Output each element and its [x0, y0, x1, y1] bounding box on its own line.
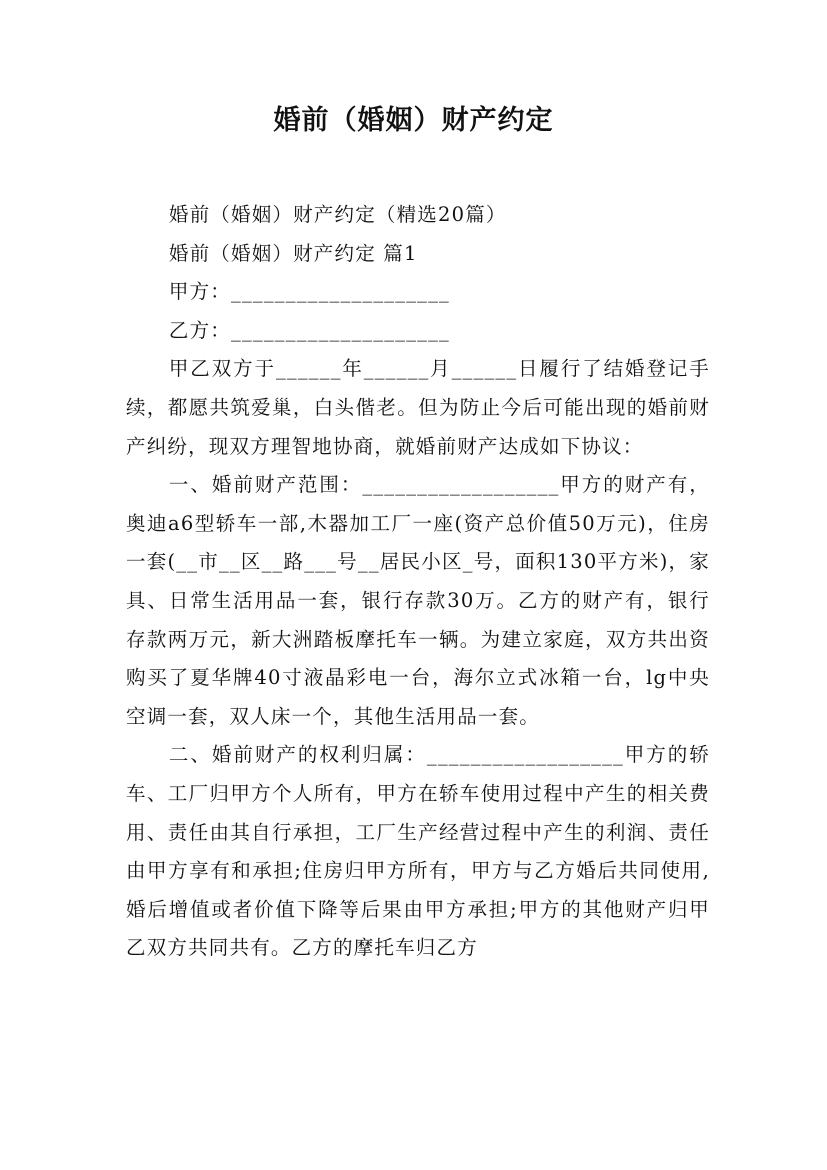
subtitle-paragraph: 婚前（婚姻）财产约定（精选20篇） [168, 203, 507, 226]
party-b-line: 乙方：____________________ [168, 318, 450, 342]
intro-paragraph: 甲乙双方于______年______月______日履行了结婚登记手续，都愿共筑爱巢，白头偕老。但为防止今后可能出现的婚前财产纠纷，现双方理智地协商，就婚前财产达成如下协议： [126, 357, 710, 458]
clause-2-paragraph: 二、婚前财产的权利归属：__________________甲方的轿车、工厂归甲方个人所有，甲方在轿车使用过程中产生的相关费用、责任由其自行承担，工厂生产经营过程中产生的利润、责任由甲方享有和承担;住房归甲方所有，甲方与乙方婚后共同使用,婚后增值或者价值下降等后果由甲方承担;甲方的其他财产归甲乙双方共同共有。乙方的摩托车归乙方 [126, 743, 710, 960]
clause-1-paragraph: 一、婚前财产范围：__________________甲方的财产有，奥迪a6型轿车一部,木器加工厂一座(资产总价值50万元)，住房一套(__市__区__路___号__居民小区_号，面积130平方米)，家具、日常生活用品一套，银行存款30万。乙方的财产有，银行存款两万元，新大洲踏板摩托车一辆。为建立家庭，双方共出资购买了夏华牌40寸液晶彩电一台，海尔立式冰箱一台，lg中央空调一套，双人床一个，其他生活用品一套。 [126, 473, 710, 728]
section-heading: 婚前（婚姻）财产约定 篇1 [168, 241, 418, 265]
party-a-line: 甲方：____________________ [168, 280, 450, 304]
document-body [126, 196, 710, 968]
document-title: 婚前（婚姻）财产约定 [273, 105, 554, 136]
